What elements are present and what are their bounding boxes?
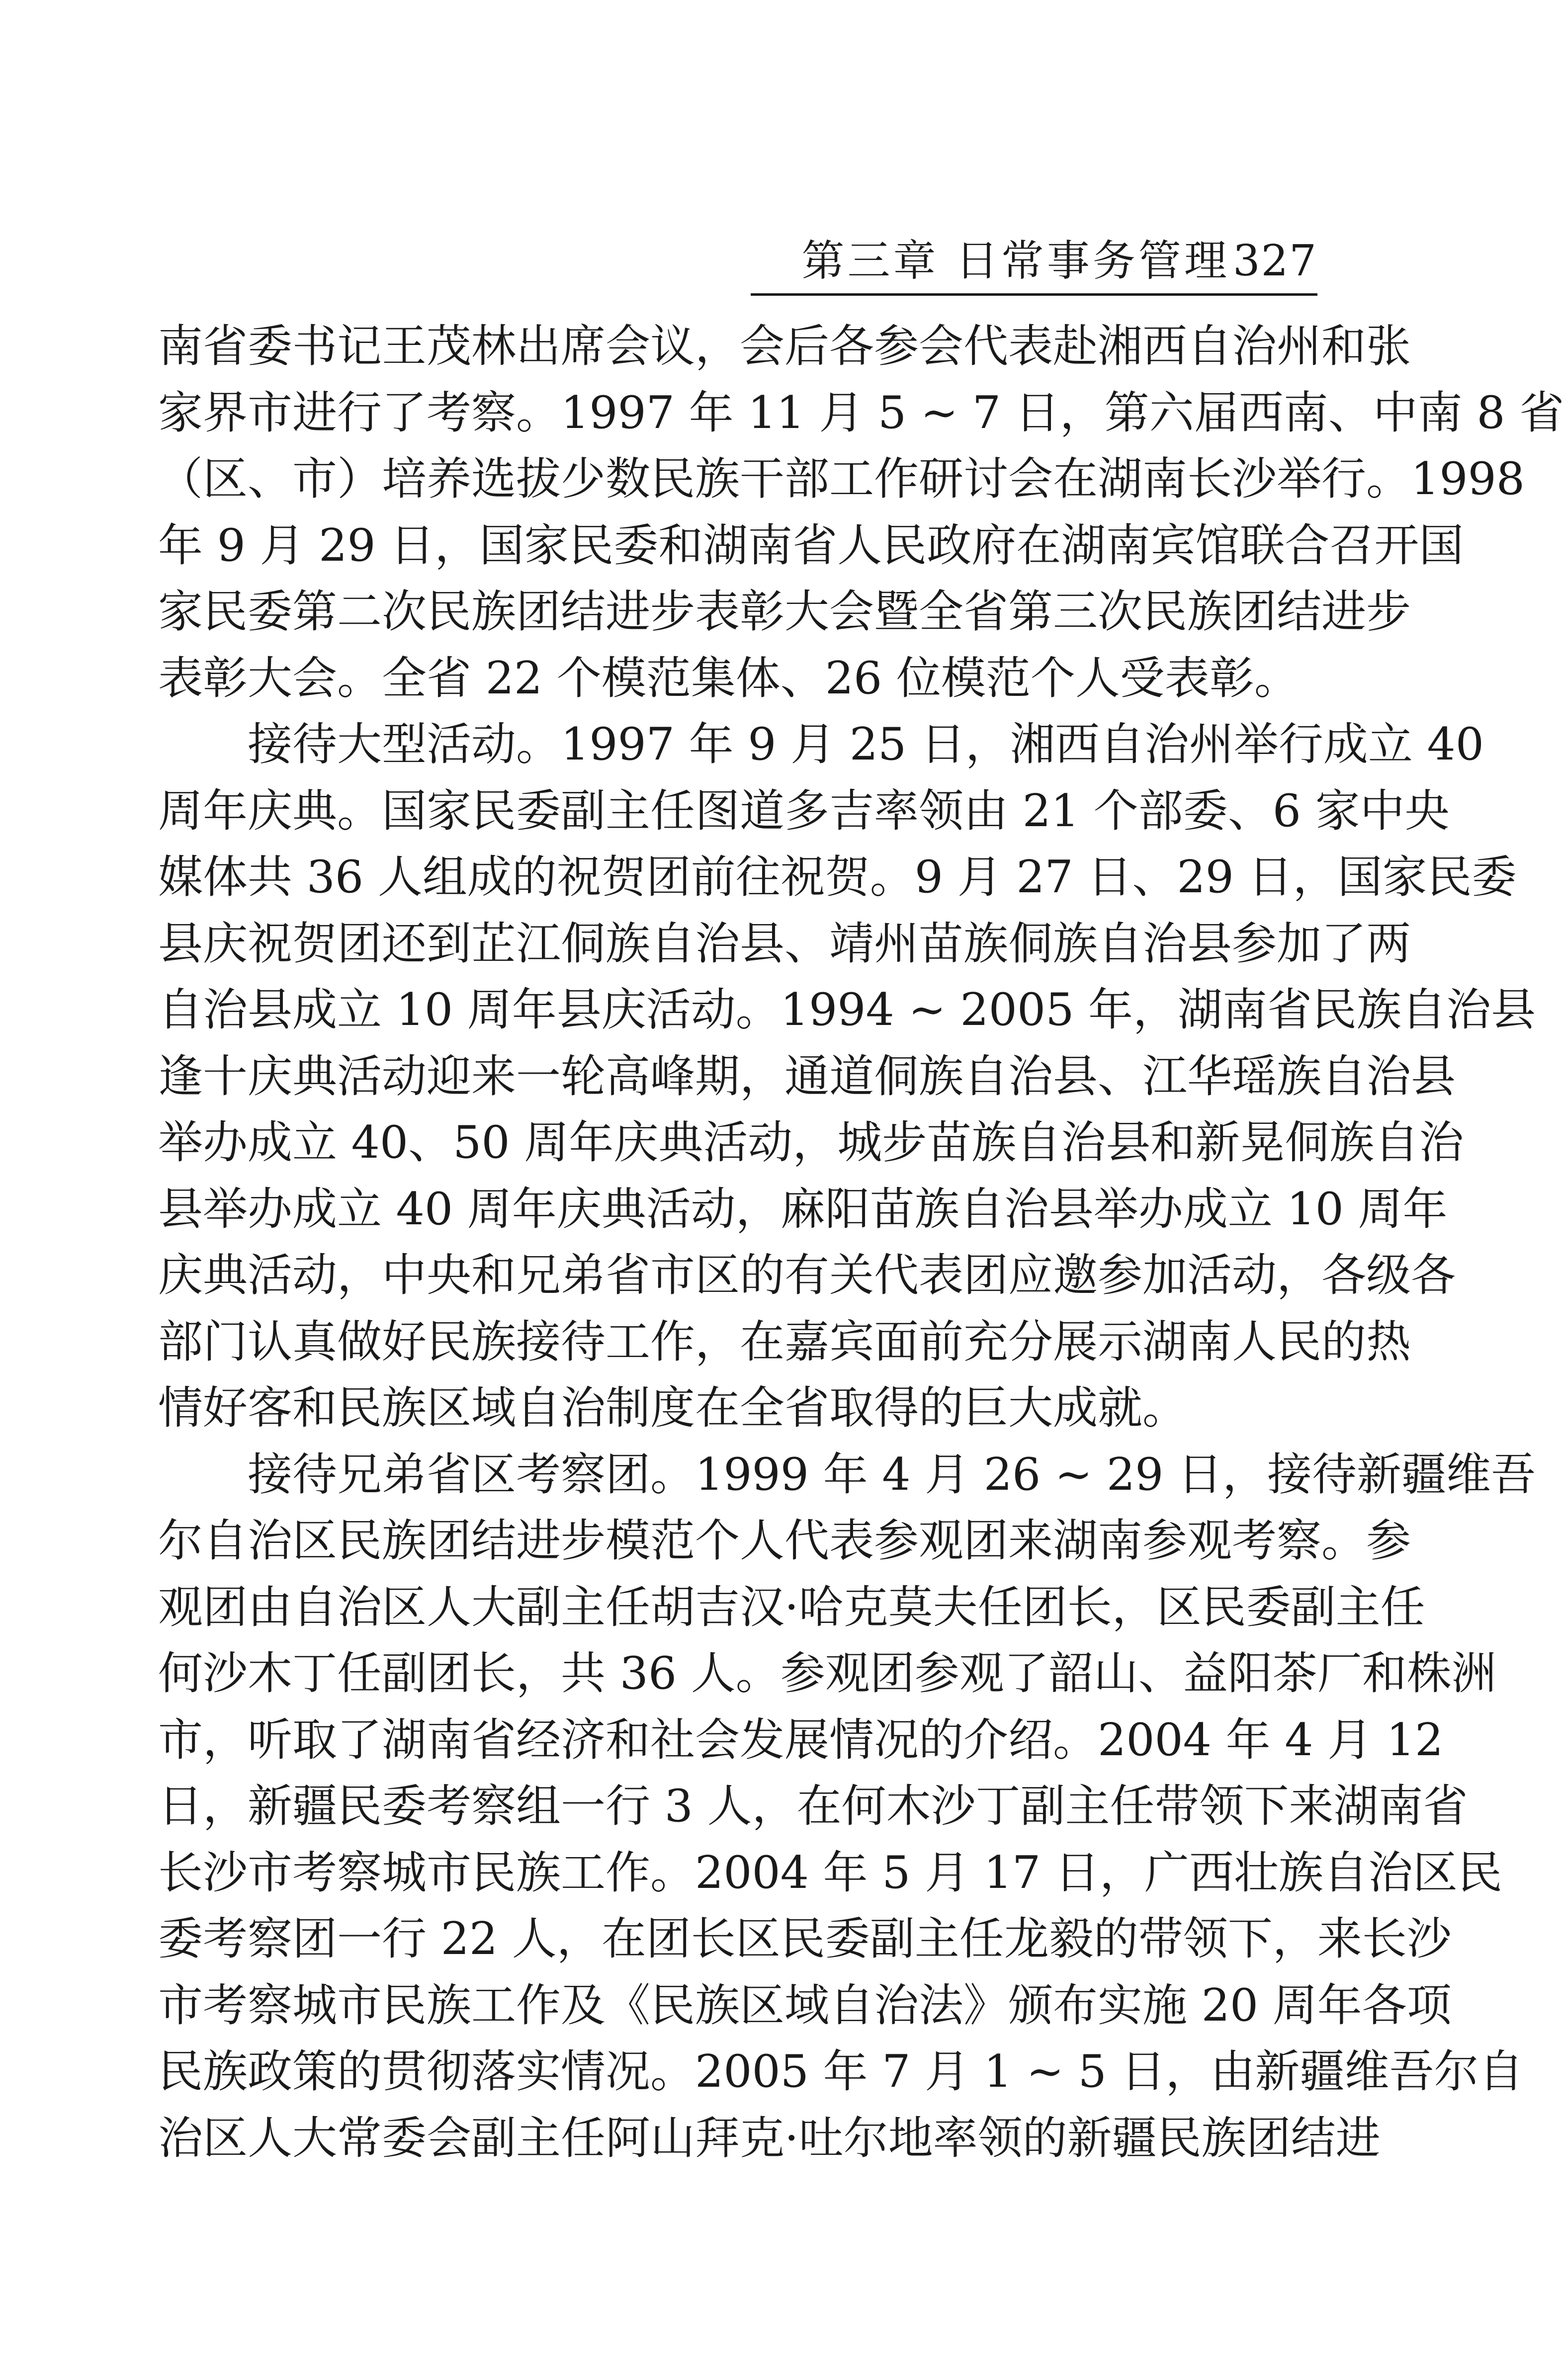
text-line: 部门认真做好民族接待工作，在嘉宾面前充分展示湖南人民的热	[158, 1315, 1411, 1368]
running-header	[751, 234, 1317, 296]
text-line: 尔自治区民族团结进步模范个人代表参观团来湖南参观考察。参	[158, 1515, 1411, 1567]
text-line: 县举办成立 40 周年庆典活动，麻阳苗族自治县举办成立 10 周年	[158, 1183, 1448, 1235]
text-line: 市，听取了湖南省经济和社会发展情况的介绍。2004 年 4 月 12	[158, 1713, 1444, 1766]
text-line: 何沙木丁任副团长，共 36 人。参观团参观了韶山、益阳茶厂和株洲	[158, 1647, 1496, 1700]
text-line: 委考察团一行 22 人，在团长区民委副主任龙毅的带领下，来长沙	[158, 1913, 1452, 1965]
text-line: 县庆祝贺团还到芷江侗族自治县、靖州苗族侗族自治县参加了两	[158, 917, 1411, 970]
text-line: 家界市进行了考察。1997 年 11 月 5 ~ 7 日，第六届西南、中南 8 省	[158, 386, 1564, 439]
text-line: 观团由自治区人大副主任胡吉汉·哈克莫夫任团长，区民委副主任	[158, 1581, 1425, 1633]
text-line: 年 9 月 29 日，国家民委和湖南省人民政府在湖南宾馆联合召开国	[158, 519, 1464, 572]
paragraph-start-line: 接待兄弟省区考察团。1999 年 4 月 26 ~ 29 日，接待新疆维吾	[248, 1448, 1536, 1501]
text-line: 自治县成立 10 周年县庆活动。1994 ~ 2005 年，湖南省民族自治县	[158, 984, 1536, 1036]
text-line: 市考察城市民族工作及《民族区域自治法》颁布实施 20 周年各项	[158, 1979, 1452, 2032]
text-line: 表彰大会。全省 22 个模范集体、26 位模范个人受表彰。	[158, 652, 1299, 704]
text-line: 民族政策的贯彻落实情况。2005 年 7 月 1 ~ 5 日，由新疆维吾尔自	[158, 2045, 1524, 2098]
text-line: 长沙市考察城市民族工作。2004 年 5 月 17 日，广西壮族自治区民	[158, 1846, 1502, 1899]
page-number: 327	[1232, 236, 1317, 286]
text-line: （区、市）培养选拔少数民族干部工作研讨会在湖南长沙举行。1998	[158, 453, 1525, 505]
text-line: 媒体共 36 人组成的祝贺团前往祝贺。9 月 27 日、29 日，国家民委	[158, 851, 1517, 903]
text-line: 南省委书记王茂林出席会议，会后各参会代表赴湘西自治州和张	[158, 320, 1411, 372]
text-line: 周年庆典。国家民委副主任图道多吉率领由 21 个部委、6 家中央	[158, 784, 1450, 837]
paragraph-start-line: 接待大型活动。1997 年 9 月 25 日，湘西自治州举行成立 40	[248, 718, 1484, 770]
body-text	[158, 313, 1564, 2171]
text-line: 逢十庆典活动迎来一轮高峰期，通道侗族自治县、江华瑶族自治县	[158, 1050, 1456, 1103]
text-line: 情好客和民族区域自治制度在全省取得的巨大成就。	[158, 1382, 1187, 1434]
text-line: 庆典活动，中央和兄弟省市区的有关代表团应邀参加活动，各级各	[158, 1249, 1456, 1301]
text-line: 治区人大常委会副主任阿山拜克·吐尔地率领的新疆民族团结进	[158, 2112, 1381, 2164]
text-line: 举办成立 40、50 周年庆典活动，城步苗族自治县和新晃侗族自治	[158, 1116, 1464, 1169]
text-line: 家民委第二次民族团结进步表彰大会暨全省第三次民族团结进步	[158, 586, 1411, 638]
text-line: 日，新疆民委考察组一行 3 人，在何木沙丁副主任带领下来湖南省	[158, 1780, 1468, 1832]
chapter-title: 第三章 日常事务管理	[801, 236, 1230, 286]
